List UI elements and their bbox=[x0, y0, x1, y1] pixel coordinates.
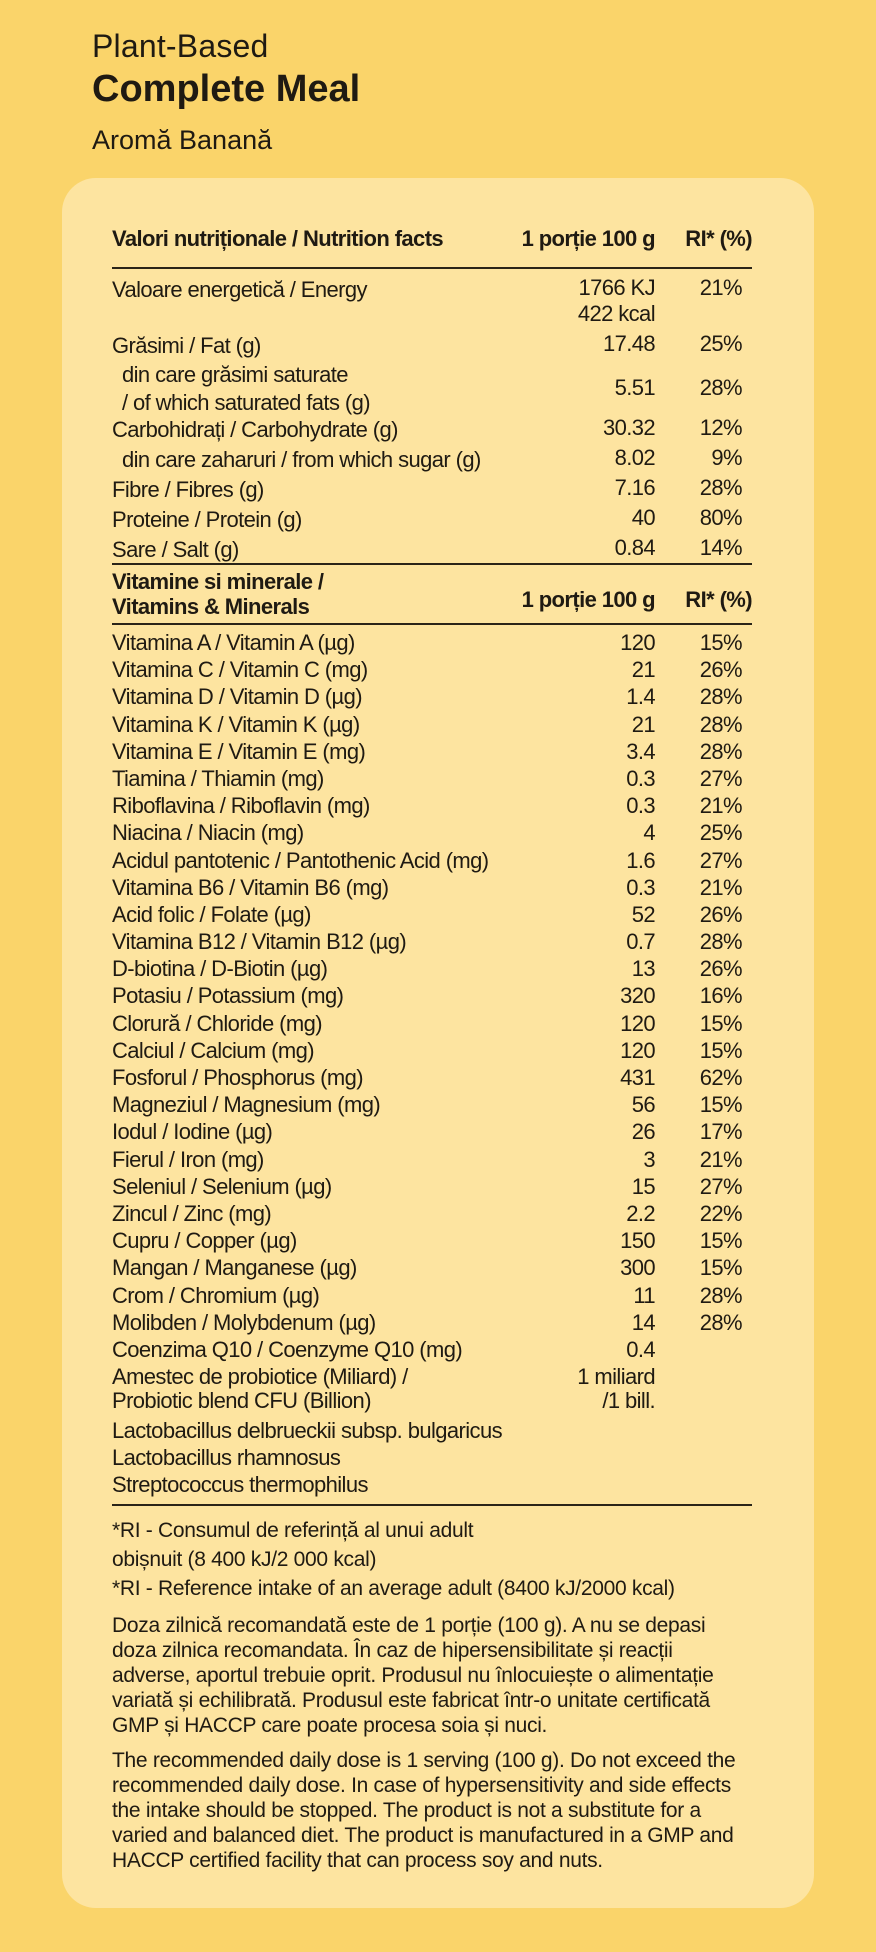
vitamin-row bbox=[112, 982, 752, 1009]
vitamin-value: 3.4 bbox=[626, 738, 655, 764]
strain-item: Streptococcus thermophilus bbox=[112, 1472, 368, 1498]
vitamin-value: 0.3 bbox=[626, 765, 655, 791]
vitamin-label: Coenzima Q10 / Coenzyme Q10 (mg) bbox=[112, 1336, 463, 1362]
vitamin-label: Riboflavina / Riboflavin (mg) bbox=[112, 793, 370, 819]
vitamin-row bbox=[112, 928, 752, 955]
vitamin-row bbox=[112, 1309, 752, 1336]
ri-footnote-en: *RI - Reference intake of an average adult (8400 kJ/2000 kcal) bbox=[112, 1577, 675, 1601]
vitamin-row bbox=[112, 792, 752, 819]
vitamin-row bbox=[112, 1146, 752, 1173]
vitamin-label: Clorură / Chloride (mg) bbox=[112, 1010, 322, 1036]
vitamin-ri: 15% bbox=[699, 1092, 742, 1118]
vitamin-ri: 28% bbox=[699, 684, 742, 710]
vitamin-ri: 25% bbox=[699, 820, 742, 846]
vitamin-row bbox=[112, 847, 752, 874]
nutrition-row bbox=[112, 535, 752, 563]
nutrition-col-portion: 1 porție 100 g bbox=[521, 226, 655, 251]
dose-notice-en: The recommended daily dose is 1 serving (100 g). Do not exceed the recommended daily dose. In case of hypersensitivity and side effects the intake should be stopped. The product is not a substitute for a varied and balanced diet. The product is manufactured in a GMP and HACCP certified facility that can process soy and nuts. bbox=[112, 1749, 736, 1873]
vitamin-value: 2.2 bbox=[626, 1200, 655, 1226]
vitamin-value: 14 bbox=[631, 1309, 655, 1335]
probiotic-row bbox=[112, 1363, 752, 1417]
vitamin-value: 4 bbox=[643, 820, 655, 846]
vitamin-value: 21 bbox=[631, 657, 655, 683]
vitamin-row bbox=[112, 738, 752, 765]
vitamin-value: 120 bbox=[620, 1010, 655, 1036]
vitamin-value: 15 bbox=[631, 1173, 655, 1199]
nutrient-label: Valoare energetică / Energy bbox=[112, 277, 367, 302]
dose-notice-ro: Doza zilnică recomandată este de 1 porție (100 g). A nu se depasi doza zilnica recomandata. În caz de hipersensibilitate și reacții adverse, aportul trebuie oprit. Produsul nu înlocuiește o alimentație variată și echilibrată. Produsul este fabricat într-o unitate certificată GMP și HACCP care poate procesa soia și nuci. bbox=[112, 1614, 714, 1738]
nutrition-row bbox=[112, 445, 752, 475]
nutrient-ri: 14% bbox=[699, 535, 742, 560]
nutrient-label: Proteine / Protein (g) bbox=[112, 507, 302, 532]
vitamin-ri: 28% bbox=[699, 738, 742, 764]
vitamin-row bbox=[112, 1037, 752, 1064]
nutrition-row bbox=[112, 331, 752, 361]
vitamin-label: Iodul / Iodine (µg) bbox=[112, 1119, 273, 1145]
nutrient-value: 7.16 bbox=[614, 475, 655, 500]
vitamin-row bbox=[112, 874, 752, 901]
nutrition-row bbox=[112, 475, 752, 505]
vitamins-rows bbox=[112, 625, 752, 1363]
vitamin-value: 1.6 bbox=[626, 847, 655, 873]
nutrition-rows bbox=[112, 275, 752, 563]
vitamins-col-label: Vitamine si minerale / Vitamins & Minerals bbox=[112, 569, 324, 619]
nutrient-label: Sare / Salt (g) bbox=[112, 537, 239, 562]
nutrient-value: 5.51 bbox=[614, 375, 655, 400]
nutrient-ri: 80% bbox=[699, 505, 742, 530]
vitamin-ri: 15% bbox=[699, 1228, 742, 1254]
vitamin-row bbox=[112, 1200, 752, 1227]
product-title: Complete Meal bbox=[92, 68, 361, 110]
vitamin-ri: 21% bbox=[699, 874, 742, 900]
vitamin-label: Vitamina B12 / Vitamin B12 (µg) bbox=[112, 929, 407, 955]
vitamin-row bbox=[112, 1254, 752, 1281]
nutrient-ri: 28% bbox=[699, 475, 742, 500]
vitamin-ri: 28% bbox=[699, 1309, 742, 1335]
vitamin-row bbox=[112, 955, 752, 982]
vitamin-row bbox=[112, 901, 752, 928]
vitamin-value: 300 bbox=[620, 1255, 655, 1281]
vitamin-label: Zincul / Zinc (mg) bbox=[112, 1200, 272, 1226]
vitamin-value: 3 bbox=[643, 1146, 655, 1172]
vitamin-row bbox=[112, 1118, 752, 1145]
vitamin-row bbox=[112, 1091, 752, 1118]
vitamin-value: 0.7 bbox=[626, 929, 655, 955]
vitamin-value: 150 bbox=[620, 1228, 655, 1254]
strain-item: Lactobacillus rhamnosus bbox=[112, 1445, 341, 1471]
probiotic-value: 1 miliard /1 bill. bbox=[577, 1364, 655, 1414]
vitamin-label: Vitamina C / Vitamin C (mg) bbox=[112, 657, 368, 683]
vitamin-row bbox=[112, 656, 752, 683]
vitamin-row bbox=[112, 1064, 752, 1091]
ri-footnote-ro: *RI - Consumul de referință al unui adult obișnuit (8 400 kJ/2 000 kcal) bbox=[112, 1519, 474, 1572]
vitamin-value: 56 bbox=[631, 1092, 655, 1118]
vitamin-value: 0.4 bbox=[626, 1336, 655, 1362]
vitamin-label: Crom / Chromium (µg) bbox=[112, 1282, 320, 1308]
vitamin-value: 52 bbox=[631, 901, 655, 927]
strain-item: Lactobacillus delbrueckii subsp. bulgaricus bbox=[112, 1418, 502, 1444]
vitamin-label: Cupru / Copper (µg) bbox=[112, 1228, 297, 1254]
nutrient-value: 40 bbox=[631, 505, 655, 530]
vitamins-header bbox=[112, 563, 752, 625]
nutrition-col-label: Valori nutriționale / Nutrition facts bbox=[112, 226, 444, 251]
vitamin-ri: 28% bbox=[699, 711, 742, 737]
vitamin-value: 0.3 bbox=[626, 793, 655, 819]
vitamin-ri: 27% bbox=[699, 1173, 742, 1199]
vitamin-label: Vitamina K / Vitamin K (µg) bbox=[112, 711, 360, 737]
nutrient-ri: 28% bbox=[699, 375, 742, 400]
vitamin-ri: 62% bbox=[699, 1065, 742, 1090]
vitamin-ri: 15% bbox=[699, 630, 742, 655]
vitamin-label: Vitamina B6 / Vitamin B6 (mg) bbox=[112, 874, 389, 900]
nutrient-label: Fibre / Fibres (g) bbox=[112, 477, 264, 502]
vitamin-ri: 27% bbox=[699, 847, 742, 873]
nutrient-value: 8.02 bbox=[614, 445, 655, 470]
vitamin-row bbox=[112, 819, 752, 846]
nutrient-ri: 25% bbox=[699, 331, 742, 356]
nutrient-label: Carbohidrați / Carbohydrate (g) bbox=[112, 417, 398, 442]
nutrient-ri: 21% bbox=[699, 275, 742, 300]
vitamin-label: Acid folic / Folate (µg) bbox=[112, 901, 311, 927]
vitamin-value: 120 bbox=[620, 630, 655, 655]
vitamin-label: D-biotina / D-Biotin (µg) bbox=[112, 956, 328, 982]
vitamin-label: Niacina / Niacin (mg) bbox=[112, 820, 304, 846]
vitamin-label: Calciul / Calcium (mg) bbox=[112, 1037, 314, 1063]
nutrient-value: 17.48 bbox=[602, 331, 655, 356]
vitamin-value: 0.3 bbox=[626, 874, 655, 900]
vitamin-label: Vitamina D / Vitamin D (µg) bbox=[112, 684, 362, 710]
vitamin-ri: 17% bbox=[699, 1119, 742, 1145]
vitamin-ri: 26% bbox=[699, 901, 742, 927]
vitamin-ri: 15% bbox=[699, 1255, 742, 1281]
vitamin-label: Seleniul / Selenium (µg) bbox=[112, 1173, 332, 1199]
vitamin-label: Magneziul / Magnesium (mg) bbox=[112, 1092, 381, 1118]
vitamin-value: 26 bbox=[631, 1119, 655, 1145]
footnotes bbox=[112, 1516, 752, 1873]
vitamin-ri: 26% bbox=[699, 657, 742, 683]
vitamin-label: Potasiu / Potassium (mg) bbox=[112, 983, 344, 1009]
vitamin-ri: 15% bbox=[699, 1010, 742, 1036]
vitamin-label: Fierul / Iron (mg) bbox=[112, 1146, 264, 1172]
vitamin-ri: 22% bbox=[699, 1200, 742, 1226]
vitamin-value: 1.4 bbox=[626, 684, 655, 710]
vitamin-row bbox=[112, 765, 752, 792]
product-header bbox=[92, 26, 360, 162]
vitamin-row bbox=[112, 1227, 752, 1254]
product-flavor: Aromă Banană bbox=[92, 125, 273, 155]
vitamin-ri: 21% bbox=[699, 1146, 742, 1172]
nutrient-ri: 9% bbox=[711, 445, 742, 470]
vitamins-col-portion: 1 porție 100 g bbox=[521, 587, 655, 612]
vitamin-value: 120 bbox=[620, 1037, 655, 1063]
vitamin-label: Acidul pantotenic / Pantothenic Acid (mg) bbox=[112, 847, 489, 873]
nutrition-row bbox=[112, 505, 752, 535]
nutrition-card bbox=[62, 178, 814, 1908]
vitamin-label: Molibden / Molybdenum (µg) bbox=[112, 1309, 376, 1335]
vitamin-label: Vitamina E / Vitamin E (mg) bbox=[112, 738, 366, 764]
vitamin-row bbox=[112, 1173, 752, 1200]
vitamin-value: 21 bbox=[631, 711, 655, 737]
vitamin-ri: 26% bbox=[699, 956, 742, 982]
vitamin-label: Vitamina A / Vitamin A (µg) bbox=[112, 630, 355, 655]
vitamin-row bbox=[112, 1336, 752, 1363]
nutrition-col-ri: RI* (%) bbox=[685, 226, 752, 251]
vitamin-ri: 28% bbox=[699, 1282, 742, 1308]
nutrient-label: din care grăsimi saturate / of which saturated fats (g) bbox=[122, 362, 370, 415]
vitamin-label: Tiamina / Thiamin (mg) bbox=[112, 765, 324, 791]
nutrition-row bbox=[112, 361, 752, 415]
vitamin-ri: 28% bbox=[699, 929, 742, 955]
nutrient-value: 0.84 bbox=[614, 535, 655, 560]
vitamin-value: 320 bbox=[620, 983, 655, 1009]
nutrient-value: 30.32 bbox=[602, 415, 655, 440]
vitamin-label: Fosforul / Phosphorus (mg) bbox=[112, 1065, 363, 1090]
vitamin-ri: 21% bbox=[699, 793, 742, 819]
vitamin-ri: 27% bbox=[699, 765, 742, 791]
vitamin-ri: 15% bbox=[699, 1037, 742, 1063]
probiotic-label: Amestec de probiotice (Miliard) / Probiotic blend CFU (Billion) bbox=[112, 1364, 408, 1414]
nutrient-value: 1766 KJ 422 kcal bbox=[577, 275, 655, 326]
nutrition-row bbox=[112, 275, 752, 331]
vitamins-col-ri: RI* (%) bbox=[685, 587, 752, 612]
vitamin-value: 13 bbox=[631, 956, 655, 982]
vitamin-value: 431 bbox=[620, 1065, 655, 1090]
nutrition-row bbox=[112, 415, 752, 445]
nutrient-label: Grăsimi / Fat (g) bbox=[112, 333, 261, 358]
vitamin-label: Mangan / Manganese (µg) bbox=[112, 1255, 357, 1281]
vitamin-row bbox=[112, 629, 752, 656]
vitamin-value: 11 bbox=[633, 1282, 655, 1308]
vitamin-row bbox=[112, 711, 752, 738]
vitamin-ri: 16% bbox=[699, 983, 742, 1009]
nutrition-table bbox=[112, 178, 752, 1873]
vitamin-row bbox=[112, 1010, 752, 1037]
vitamin-row bbox=[112, 1282, 752, 1309]
nutrient-ri: 12% bbox=[699, 415, 742, 440]
nutrition-header bbox=[112, 178, 752, 269]
nutrient-label: din care zaharuri / from which sugar (g) bbox=[122, 447, 481, 472]
product-eyebrow: Plant-Based bbox=[92, 28, 269, 64]
vitamin-row bbox=[112, 683, 752, 710]
probiotic-strains bbox=[112, 1417, 752, 1506]
